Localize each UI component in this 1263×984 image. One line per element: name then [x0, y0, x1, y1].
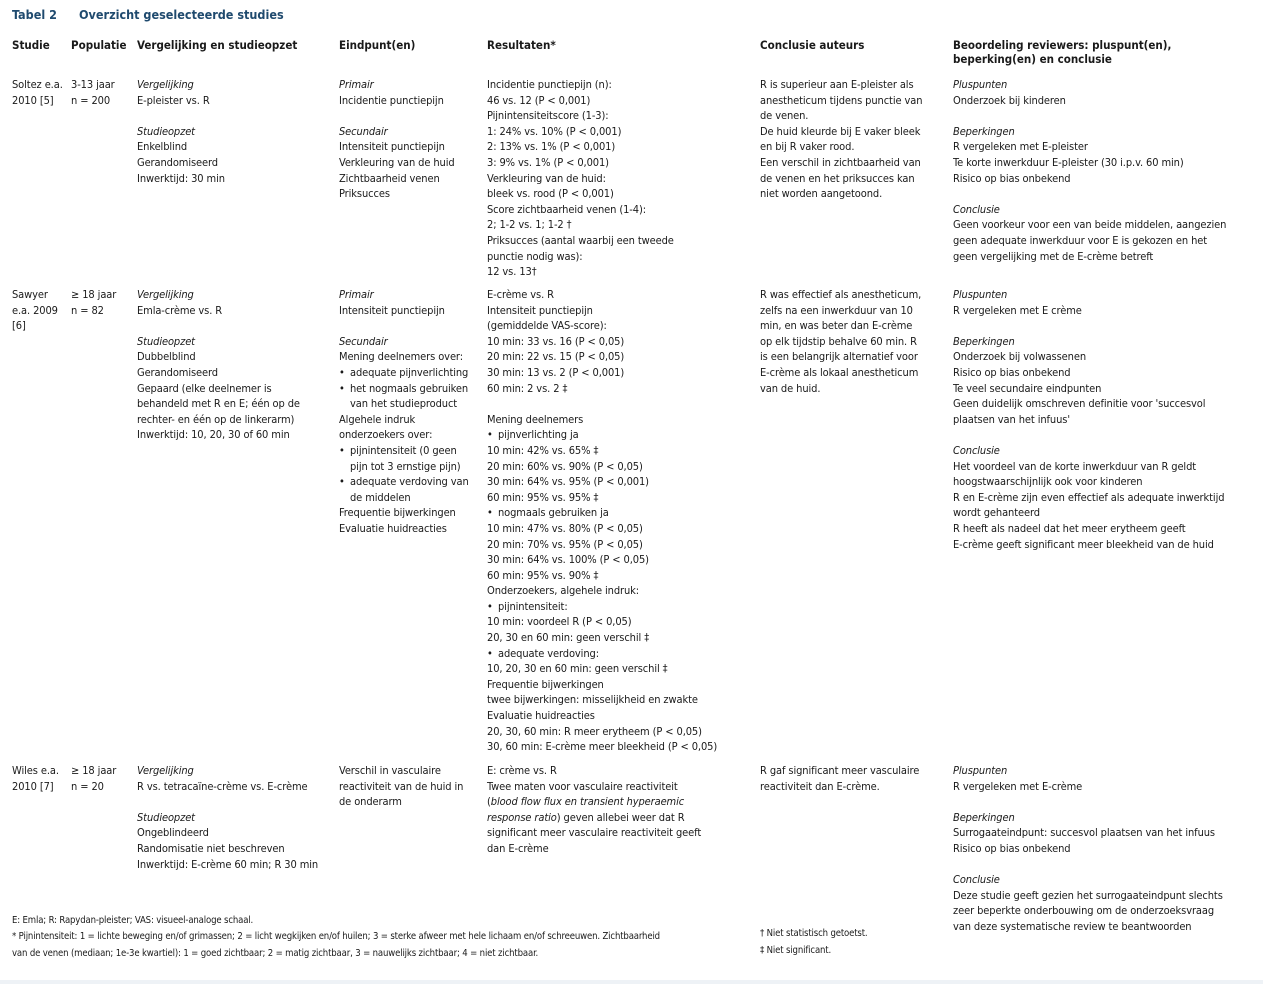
cell-line: rechter- en één op de linkerarm): [137, 412, 295, 426]
header-population: Populatie: [71, 38, 127, 52]
cell-line: Onderzoek bij kinderen: [953, 93, 1066, 107]
cell-line: R vergeleken met E-crème: [953, 779, 1083, 793]
cell-line: 46 vs. 12 (P < 0,001): [487, 93, 591, 107]
cell-line: 2: 13% vs. 1% (P < 0,001): [487, 140, 616, 154]
cell-line: Risico op bias onbekend: [953, 365, 1071, 379]
cell-line: 60 min: 95% vs. 90% ‡: [487, 568, 599, 582]
bullet-item: [487, 505, 717, 521]
cell-reviewer-assessment: [953, 763, 1223, 935]
cell-line: Frequentie bijwerkingen: [487, 677, 604, 691]
bullet-text: adequate pijnverlichting: [350, 365, 469, 379]
cell-line: Incidentie punctiepijn: [339, 93, 444, 107]
spacer: [953, 186, 1226, 202]
cell-study: [12, 763, 59, 794]
cell-reviewer-assessment: [953, 77, 1226, 264]
footnote-pain-scale-1: * Pijnintensiteit: 1 = lichte beweging en/of grimassen; 2 = licht wegkijken en/of huilen; 3 = sterke afweer met hele lichaam en/of schreeuwen. Zichtbaarheid: [12, 931, 660, 942]
cell-line: Gerandomiseerd: [137, 365, 218, 379]
cell-line: bleek vs. rood (P < 0,001): [487, 187, 614, 201]
cell-population: [71, 77, 115, 108]
section-label: Primair: [339, 288, 374, 301]
cell-results: [487, 77, 674, 280]
cell-line: 10 min: 33 vs. 16 (P < 0,05): [487, 334, 625, 348]
cell-line: Incidentie punctiepijn (n):: [487, 78, 612, 91]
cell-line: min, en was beter dan E-crème: [760, 319, 913, 333]
cell-line: hoogstwaarschijnlijk ook voor kinderen: [953, 475, 1143, 489]
cell-line: 20 min: 60% vs. 90% (P < 0,05): [487, 459, 643, 473]
section-label: Beperkingen: [953, 124, 1015, 138]
cell-line: R vs. tetracaïne-crème vs. E-crème: [137, 779, 308, 793]
cell-line: zeer beperkte onderbouwing om de onderzoeksvraag: [953, 904, 1215, 918]
cell-line: E-pleister vs. R: [137, 93, 210, 107]
bullet-item: [487, 427, 717, 443]
cell-line: R en E-crème zijn even effectief als adequate inwerktijd: [953, 490, 1225, 504]
cell-line: 10 min: 42% vs. 65% ‡: [487, 443, 599, 457]
cell-line: Gepaard (elke deelnemer is: [137, 381, 272, 395]
section-label: Vergelijking: [137, 764, 194, 777]
section-label: Conclusie: [953, 443, 1000, 457]
cell-design: [137, 77, 225, 186]
section-label: Secundair: [339, 124, 388, 138]
spacer: [953, 794, 1223, 810]
table-caption: Overzicht geselecteerde studies: [79, 7, 284, 22]
cell-line: Evaluatie huidreacties: [339, 521, 447, 535]
bullet-text: pijnintensiteit:: [498, 599, 568, 613]
cell-line: twee bijwerkingen: misselijkheid en zwakte: [487, 693, 698, 707]
bullet-icon: •: [339, 365, 345, 379]
cell-line: Te korte inwerkduur E-pleister (30 i.p.v. 60 min): [953, 155, 1184, 169]
cell-line: E-crème vs. R: [487, 288, 554, 301]
cell-line: significant meer vasculaire reactiviteit geeft: [487, 826, 702, 840]
cell-population: [71, 287, 116, 318]
header-study: Studie: [12, 38, 50, 52]
cell-line: n = 200: [71, 93, 111, 107]
cell-endpoints: [339, 287, 469, 537]
italic-term: response ratio: [487, 810, 557, 824]
cell-line: Intensiteit punctiepijn: [339, 303, 445, 317]
cell-line: Inwerktijd: 10, 20, 30 of 60 min: [137, 428, 290, 442]
cell-line: E: crème vs. R: [487, 764, 557, 777]
cell-design: [137, 287, 300, 443]
cell-line: Geen duidelijk omschreven definitie voor 'succesvol: [953, 397, 1206, 411]
cell-line: [6]: [12, 319, 26, 333]
bullet-item: [487, 646, 717, 662]
bullet-text: pijnverlichting ja: [498, 428, 579, 442]
cell-line: Sawyer: [12, 288, 48, 301]
cell-line: 2; 1-2 vs. 1; 1-2 †: [487, 218, 572, 232]
bullet-item: [339, 443, 469, 459]
cell-line: 3: 9% vs. 1% (P < 0,001): [487, 155, 609, 169]
cell-line: dan E-crème: [487, 841, 549, 855]
cell-line: Intensiteit punctiepijn: [487, 303, 593, 317]
cell-line: Een verschil in zichtbaarheid van: [760, 155, 921, 169]
cell-line: reactiviteit van de huid in: [339, 779, 464, 793]
cell-line: 60 min: 95% vs. 95% ‡: [487, 490, 599, 504]
cell-line: R vergeleken met E-pleister: [953, 140, 1088, 154]
cell-line: ≥ 18 jaar: [71, 288, 117, 301]
bullet-text: adequate verdoving van: [350, 475, 469, 489]
cell-line: wordt gehanteerd: [953, 506, 1040, 520]
section-label: Vergelijking: [137, 78, 194, 91]
footnote-dagger: † Niet statistisch getoetst.: [760, 928, 868, 939]
bullet-item: [339, 474, 469, 490]
cell-line: 3-13 jaar: [71, 78, 115, 91]
header-results: Resultaten*: [487, 38, 556, 52]
cell-line: Mening deelnemers: [487, 412, 584, 426]
cell-line: van deze systematische review te beantwoorden: [953, 919, 1192, 933]
cell-line: R heeft als nadeel dat het meer erytheem geeft: [953, 521, 1186, 535]
bullet-continuation: de middelen: [350, 490, 411, 504]
cell-line: 30 min: 64% vs. 100% (P < 0,05): [487, 553, 649, 567]
section-label: Secundair: [339, 334, 388, 348]
cell-study: [12, 287, 58, 334]
cell-line: Priksucces: [339, 187, 390, 201]
header-author-conclusion: Conclusie auteurs: [760, 38, 865, 52]
spacer: [137, 794, 318, 810]
cell-line: R is superieur aan E-pleister als: [760, 78, 914, 91]
bullet-continuation: van het studieproduct: [350, 397, 458, 411]
cell-line: op elk tijdstip behalve 60 min. R: [760, 334, 917, 348]
spacer: [953, 427, 1224, 443]
cell-line: de onderarm: [339, 795, 402, 809]
cell-line: 20 min: 22 vs. 15 (P < 0,05): [487, 350, 625, 364]
cell-line: Pijnintensiteitscore (1-3):: [487, 109, 609, 123]
cell-line: R vergeleken met E crème: [953, 303, 1082, 317]
cell-line: niet worden aangetoond.: [760, 187, 883, 201]
bullet-item: [487, 599, 717, 615]
bullet-continuation: pijn tot 3 ernstige pijn): [350, 459, 461, 473]
spacer: [137, 318, 300, 334]
cell-line: van de huid.: [760, 381, 821, 395]
header-endpoints: Eindpunt(en): [339, 38, 416, 52]
cell-line: Inwerktijd: 30 min: [137, 171, 225, 185]
cell-line: reactiviteit dan E-crème.: [760, 779, 880, 793]
cell-line: Geen voorkeur voor een van beide middelen, aangezien: [953, 218, 1227, 232]
section-label: Studieopzet: [137, 810, 195, 824]
cell-line: behandeld met R en E; één op de: [137, 397, 300, 411]
header-design: Vergelijking en studieopzet: [137, 38, 298, 52]
table-number: Tabel 2: [12, 7, 57, 22]
cell-line: Mening deelnemers over:: [339, 350, 463, 364]
cell-line: geen adequate inwerkduur voor E is gekozen en het: [953, 233, 1208, 247]
cell-line: Risico op bias onbekend: [953, 841, 1071, 855]
cell-line: de venen.: [760, 109, 809, 123]
bullet-item: [339, 365, 469, 381]
spacer: [487, 396, 717, 412]
cell-line: E-crème geeft significant meer bleekheid van de huid: [953, 537, 1214, 551]
cell-line: 30, 60 min: E-crème meer bleekheid (P < 0,05): [487, 740, 718, 754]
section-label: Conclusie: [953, 873, 1000, 887]
cell-line: R was effectief als anestheticum,: [760, 288, 922, 301]
header-reviewer-assessment: Beoordeling reviewers: pluspunt(en), beperking(en) en conclusie: [953, 38, 1172, 66]
cell-line: Ongeblindeerd: [137, 826, 209, 840]
cell-line: is een belangrijk alternatief voor: [760, 350, 918, 364]
cell-line: 2010 [7]: [12, 779, 54, 793]
section-label: Studieopzet: [137, 124, 195, 138]
cell-line: 1: 24% vs. 10% (P < 0,001): [487, 124, 622, 138]
bullet-icon: •: [487, 506, 493, 520]
section-label: Conclusie: [953, 202, 1000, 216]
cell-line: Intensiteit punctiepijn: [339, 140, 445, 154]
cell-line: de venen en het priksucces kan: [760, 171, 915, 185]
section-label: Pluspunten: [953, 78, 1008, 91]
footnote-abbreviations: E: Emla; R: Rapydan-pleister; VAS: visueel-analoge schaal.: [12, 915, 254, 926]
page-bottom-band: [0, 980, 1263, 984]
cell-line: Twee maten voor vasculaire reactiviteit: [487, 779, 678, 793]
cell-line: anestheticum tijdens punctie van: [760, 93, 923, 107]
cell-line: Verkleuring van de huid: [339, 155, 455, 169]
table-title: [12, 7, 284, 22]
cell-line: Score zichtbaarheid venen (1-4):: [487, 202, 646, 216]
cell-line: Frequentie bijwerkingen: [339, 506, 456, 520]
cell-line: Enkelblind: [137, 140, 188, 154]
cell-line: 20, 30 en 60 min: geen verschil ‡: [487, 631, 650, 645]
cell-line: n = 82: [71, 303, 104, 317]
cell-line: punctie nodig was):: [487, 249, 583, 263]
cell-line: Onderzoekers, algehele indruk:: [487, 584, 640, 598]
cell-line: 2010 [5]: [12, 93, 54, 107]
bullet-icon: •: [339, 475, 345, 489]
section-label: Studieopzet: [137, 334, 195, 348]
cell-line: Risico op bias onbekend: [953, 171, 1071, 185]
cell-line: 10, 20, 30 en 60 min: geen verschil ‡: [487, 662, 668, 676]
cell-line: plaatsen van het infuus': [953, 412, 1070, 426]
cell-study: [12, 77, 63, 108]
cell-line: Randomisatie niet beschreven: [137, 841, 285, 855]
bullet-text: pijnintensiteit (0 geen: [350, 443, 457, 457]
cell-line: Deze studie geeft gezien het surrogaateindpunt slechts: [953, 888, 1223, 902]
cell-line: ≥ 18 jaar: [71, 764, 117, 777]
result-line: response ratio) geven allebei weer dat R: [487, 810, 685, 824]
cell-endpoints: [339, 77, 455, 202]
cell-line: R gaf significant meer vasculaire: [760, 764, 920, 777]
cell-line: 20, 30, 60 min: R meer erytheem (P < 0,05): [487, 724, 702, 738]
cell-line: 60 min: 2 vs. 2 ‡: [487, 381, 568, 395]
cell-line: Verschil in vasculaire: [339, 764, 441, 777]
cell-results: [487, 287, 717, 755]
cell-line: 30 min: 64% vs. 95% (P < 0,001): [487, 475, 649, 489]
cell-line: De huid kleurde bij E vaker bleek: [760, 124, 921, 138]
bullet-text: nogmaals gebruiken ja: [498, 506, 609, 520]
spacer: [953, 318, 1224, 334]
bullet-icon: •: [339, 381, 345, 395]
cell-line: 20 min: 70% vs. 95% (P < 0,05): [487, 537, 643, 551]
cell-line: Verkleuring van de huid:: [487, 171, 606, 185]
bullet-icon: •: [339, 443, 345, 457]
cell-line: e.a. 2009: [12, 303, 58, 317]
cell-line: Algehele indruk: [339, 412, 416, 426]
cell-line: Surrogaateindpunt: succesvol plaatsen van het infuus: [953, 826, 1215, 840]
cell-line: zelfs na een inwerkduur van 10: [760, 303, 913, 317]
cell-line: geen vergelijking met de E-crème betreft: [953, 249, 1154, 263]
cell-population: [71, 763, 116, 794]
cell-design: [137, 763, 318, 872]
cell-line: 12 vs. 13†: [487, 265, 537, 279]
cell-line: 30 min: 13 vs. 2 (P < 0,001): [487, 365, 625, 379]
bullet-text: adequate verdoving:: [498, 646, 599, 660]
cell-line: Het voordeel van de korte inwerkduur van R geldt: [953, 459, 1197, 473]
cell-author-conclusion: [760, 287, 921, 396]
footnote-double-dagger: ‡ Niet significant.: [760, 945, 832, 956]
spacer: [953, 108, 1226, 124]
bullet-item: [339, 381, 469, 397]
cell-line: Onderzoek bij volwassenen: [953, 350, 1086, 364]
section-label: Beperkingen: [953, 810, 1015, 824]
spacer: [137, 108, 225, 124]
bullet-icon: •: [487, 599, 493, 613]
spacer: [953, 857, 1223, 873]
cell-line: Emla-crème vs. R: [137, 303, 223, 317]
cell-line: 10 min: voordeel R (P < 0,05): [487, 615, 632, 629]
italic-term: blood flow flux en transient hyperaemic: [490, 795, 685, 809]
cell-line: Dubbelblind: [137, 350, 196, 364]
cell-line: Wiles e.a.: [12, 764, 59, 777]
cell-line: 10 min: 47% vs. 80% (P < 0,05): [487, 521, 643, 535]
cell-line: E-crème als lokaal anestheticum: [760, 365, 919, 379]
bullet-icon: •: [487, 646, 493, 660]
section-label: Vergelijking: [137, 288, 194, 301]
footnote-pain-scale-2: van de venen (mediaan; 1e-3e kwartiel): 1 = goed zichtbaar; 2 = matig zichtbaar, 3 = nauwelijks zichtbaar; 4 = niet zichtbaar.: [12, 948, 539, 959]
cell-line: Evaluatie huidreacties: [487, 709, 595, 723]
cell-endpoints: [339, 763, 463, 810]
section-label: Primair: [339, 78, 374, 91]
cell-line: Te veel secundaire eindpunten: [953, 381, 1102, 395]
cell-author-conclusion: [760, 77, 922, 202]
cell-line: onderzoekers over:: [339, 428, 433, 442]
cell-results: [487, 763, 701, 857]
cell-reviewer-assessment: [953, 287, 1224, 552]
bullet-text: het nogmaals gebruiken: [350, 381, 469, 395]
cell-line: n = 20: [71, 779, 104, 793]
section-label: Beperkingen: [953, 334, 1015, 348]
cell-line: (gemiddelde VAS-score):: [487, 319, 607, 333]
cell-author-conclusion: [760, 763, 919, 794]
cell-line: Gerandomiseerd: [137, 155, 218, 169]
bullet-icon: •: [487, 428, 493, 442]
section-label: Pluspunten: [953, 288, 1008, 301]
section-label: Pluspunten: [953, 764, 1008, 777]
cell-line: Zichtbaarheid venen: [339, 171, 440, 185]
result-line: (blood flow flux en transient hyperaemic: [487, 795, 685, 809]
cell-line: Inwerktijd: E-crème 60 min; R 30 min: [137, 857, 319, 871]
spacer: [339, 318, 469, 334]
spacer: [339, 108, 455, 124]
cell-line: en bij R vaker rood.: [760, 140, 855, 154]
cell-line: Soltez e.a.: [12, 78, 63, 91]
cell-line: Priksucces (aantal waarbij een tweede: [487, 233, 674, 247]
